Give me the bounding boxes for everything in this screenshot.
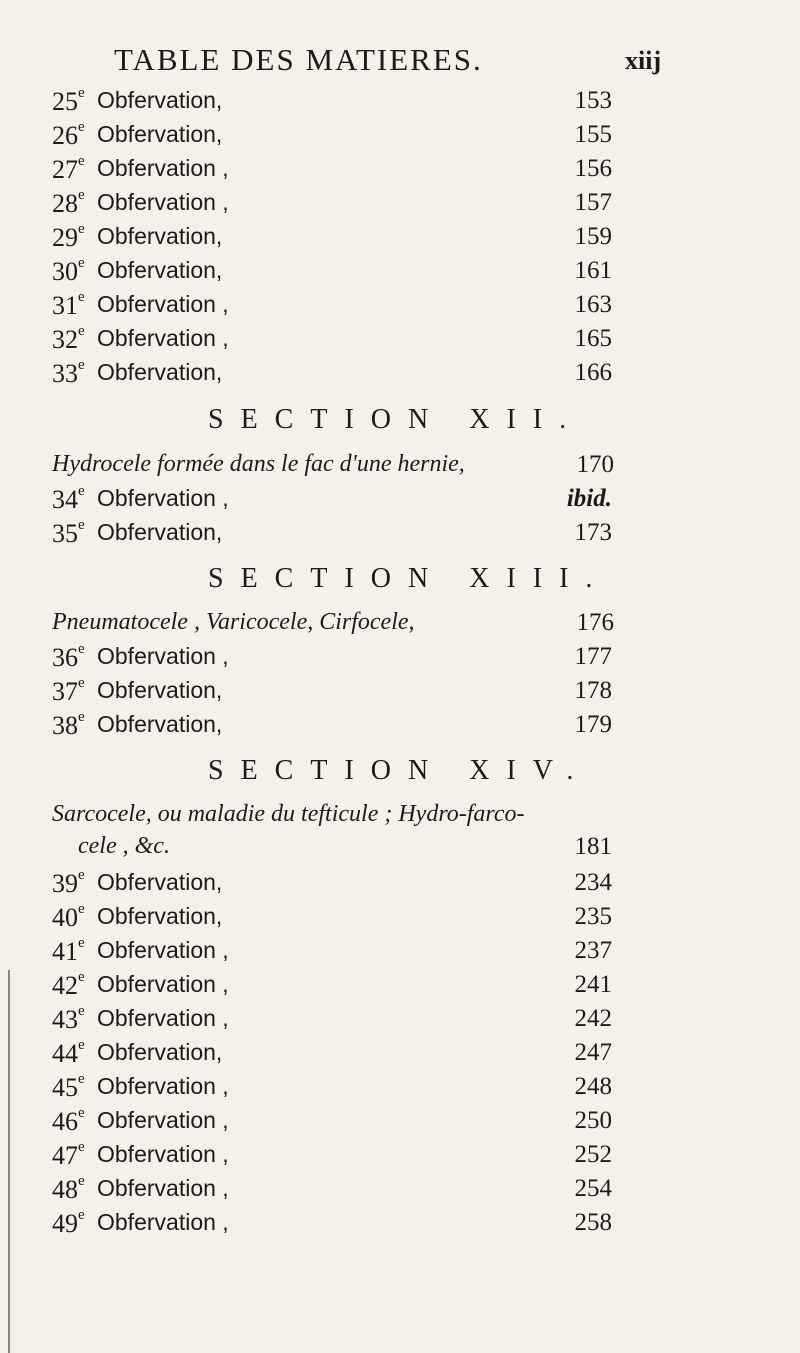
entry-page: 166 bbox=[574, 359, 612, 386]
toc-entry bbox=[0, 223, 800, 257]
entry-page: 234 bbox=[574, 869, 612, 896]
toc-entry bbox=[0, 971, 800, 1005]
entry-label: Obfervation, bbox=[97, 223, 223, 249]
entry-page: 179 bbox=[574, 711, 612, 738]
toc-entry bbox=[0, 155, 800, 189]
entry-label: Obfervation, bbox=[97, 359, 223, 385]
running-header bbox=[0, 42, 800, 82]
topic-page: 176 bbox=[576, 609, 614, 636]
entry-label: Obfervation , bbox=[97, 155, 229, 181]
entry-page: 173 bbox=[574, 519, 612, 546]
entry-number: 43e bbox=[52, 1003, 85, 1034]
toc-entry bbox=[0, 1005, 800, 1039]
toc-entry bbox=[0, 1209, 800, 1243]
entry-page: 155 bbox=[574, 121, 612, 148]
entry-label: Obfervation , bbox=[97, 1209, 229, 1235]
toc-entry bbox=[0, 869, 800, 903]
entry-page: 241 bbox=[574, 971, 612, 998]
toc-entry bbox=[0, 903, 800, 937]
toc-entry bbox=[0, 519, 800, 553]
entry-page: 178 bbox=[574, 677, 612, 704]
entry-number: 25e bbox=[52, 85, 85, 116]
entry-number: 34e bbox=[52, 483, 85, 514]
section-topic bbox=[0, 609, 800, 645]
toc-entry bbox=[0, 1073, 800, 1107]
section-heading-xiv bbox=[0, 755, 800, 795]
entry-label: Obfervation , bbox=[97, 1141, 229, 1167]
entry-number: 33e bbox=[52, 357, 85, 388]
entry-number: 38e bbox=[52, 709, 85, 740]
entry-number: 37e bbox=[52, 675, 85, 706]
entry-page: 159 bbox=[574, 223, 612, 250]
entry-page: 177 bbox=[574, 643, 612, 670]
toc-entry bbox=[0, 291, 800, 325]
entry-number: 36e bbox=[52, 641, 85, 672]
entry-number: 39e bbox=[52, 867, 85, 898]
page-edge-line bbox=[8, 970, 10, 1353]
section-title: SECTION XIII. bbox=[208, 563, 610, 594]
entry-page: 252 bbox=[574, 1141, 612, 1168]
entry-page: 163 bbox=[574, 291, 612, 318]
toc-entry bbox=[0, 189, 800, 223]
entry-page: 235 bbox=[574, 903, 612, 930]
entry-number: 49e bbox=[52, 1207, 85, 1238]
entry-number: 29e bbox=[52, 221, 85, 252]
toc-entry bbox=[0, 1141, 800, 1175]
entry-page: 153 bbox=[574, 87, 612, 114]
entry-number: 32e bbox=[52, 323, 85, 354]
topic-text: Hydrocele formée dans le fac d'une hernie, bbox=[52, 451, 465, 477]
topic-text: Sarcocele, ou maladie du tefticule ; Hydro-farco- bbox=[52, 801, 525, 827]
entry-page: 237 bbox=[574, 937, 612, 964]
toc-entry bbox=[0, 359, 800, 393]
toc-entry bbox=[0, 257, 800, 291]
toc-entry bbox=[0, 1175, 800, 1209]
entry-label: Obfervation , bbox=[97, 325, 229, 351]
entry-number: 47e bbox=[52, 1139, 85, 1170]
topic-page: 170 bbox=[576, 451, 614, 478]
toc-entry bbox=[0, 1039, 800, 1073]
entry-label: Obfervation , bbox=[97, 1107, 229, 1133]
entry-label: Obfervation, bbox=[97, 711, 223, 737]
entry-number: 27e bbox=[52, 153, 85, 184]
entry-label: Obfervation , bbox=[97, 189, 229, 215]
entry-label: Obfervation , bbox=[97, 291, 229, 317]
section-title: SECTION XII. bbox=[208, 404, 584, 435]
topic-page: 181 bbox=[574, 833, 612, 860]
toc-entry bbox=[0, 121, 800, 155]
entry-page: 242 bbox=[574, 1005, 612, 1032]
toc-entry bbox=[0, 711, 800, 745]
entry-label: Obfervation , bbox=[97, 937, 229, 963]
section-heading-xii bbox=[0, 404, 800, 444]
toc-entry bbox=[0, 937, 800, 971]
section-title: SECTION XIV. bbox=[208, 755, 591, 786]
entry-label: Obfervation, bbox=[97, 677, 223, 703]
topic-text: Pneumatocele , Varicocele, Cirfocele, bbox=[52, 609, 415, 635]
entry-page: 247 bbox=[574, 1039, 612, 1066]
entry-number: 26e bbox=[52, 119, 85, 150]
topic-text-continued: cele , &c. bbox=[78, 833, 170, 859]
folio-number: xiij bbox=[625, 46, 662, 75]
entry-number: 42e bbox=[52, 969, 85, 1000]
entry-label: Obfervation , bbox=[97, 643, 229, 669]
entry-label: Obfervation, bbox=[97, 903, 223, 929]
entry-page: 156 bbox=[574, 155, 612, 182]
entry-label: Obfervation , bbox=[97, 1175, 229, 1201]
entry-label: Obfervation , bbox=[97, 1005, 229, 1031]
toc-entry bbox=[0, 677, 800, 711]
entry-page: 250 bbox=[574, 1107, 612, 1134]
entry-page: ibid. bbox=[566, 485, 612, 512]
entry-number: 28e bbox=[52, 187, 85, 218]
entry-label: Obfervation, bbox=[97, 1039, 223, 1065]
entry-label: Obfervation, bbox=[97, 519, 223, 545]
entry-label: Obfervation, bbox=[97, 257, 223, 283]
entry-number: 48e bbox=[52, 1173, 85, 1204]
entry-label: Obfervation , bbox=[97, 485, 229, 511]
entry-page: 165 bbox=[574, 325, 612, 352]
section-topic bbox=[0, 801, 800, 837]
toc-entry bbox=[0, 643, 800, 677]
entry-page: 258 bbox=[574, 1209, 612, 1236]
entry-label: Obfervation, bbox=[97, 87, 223, 113]
toc-entry bbox=[0, 87, 800, 121]
entry-label: Obfervation, bbox=[97, 869, 223, 895]
entry-number: 31e bbox=[52, 289, 85, 320]
entry-label: Obfervation , bbox=[97, 1073, 229, 1099]
section-heading-xiii bbox=[0, 563, 800, 603]
entry-number: 40e bbox=[52, 901, 85, 932]
entry-label: Obfervation, bbox=[97, 121, 223, 147]
entry-number: 46e bbox=[52, 1105, 85, 1136]
toc-entry bbox=[0, 485, 800, 519]
entry-page: 248 bbox=[574, 1073, 612, 1100]
entry-number: 45e bbox=[52, 1071, 85, 1102]
entry-number: 35e bbox=[52, 517, 85, 548]
running-title: TABLE DES MATIERES. bbox=[114, 42, 483, 77]
entry-label: Obfervation , bbox=[97, 971, 229, 997]
entry-number: 30e bbox=[52, 255, 85, 286]
section-topic-continued bbox=[0, 833, 800, 869]
entry-page: 161 bbox=[574, 257, 612, 284]
toc-entry bbox=[0, 1107, 800, 1141]
entry-page: 254 bbox=[574, 1175, 612, 1202]
toc-entry bbox=[0, 325, 800, 359]
entry-number: 44e bbox=[52, 1037, 85, 1068]
entry-number: 41e bbox=[52, 935, 85, 966]
entry-page: 157 bbox=[574, 189, 612, 216]
section-topic bbox=[0, 451, 800, 487]
